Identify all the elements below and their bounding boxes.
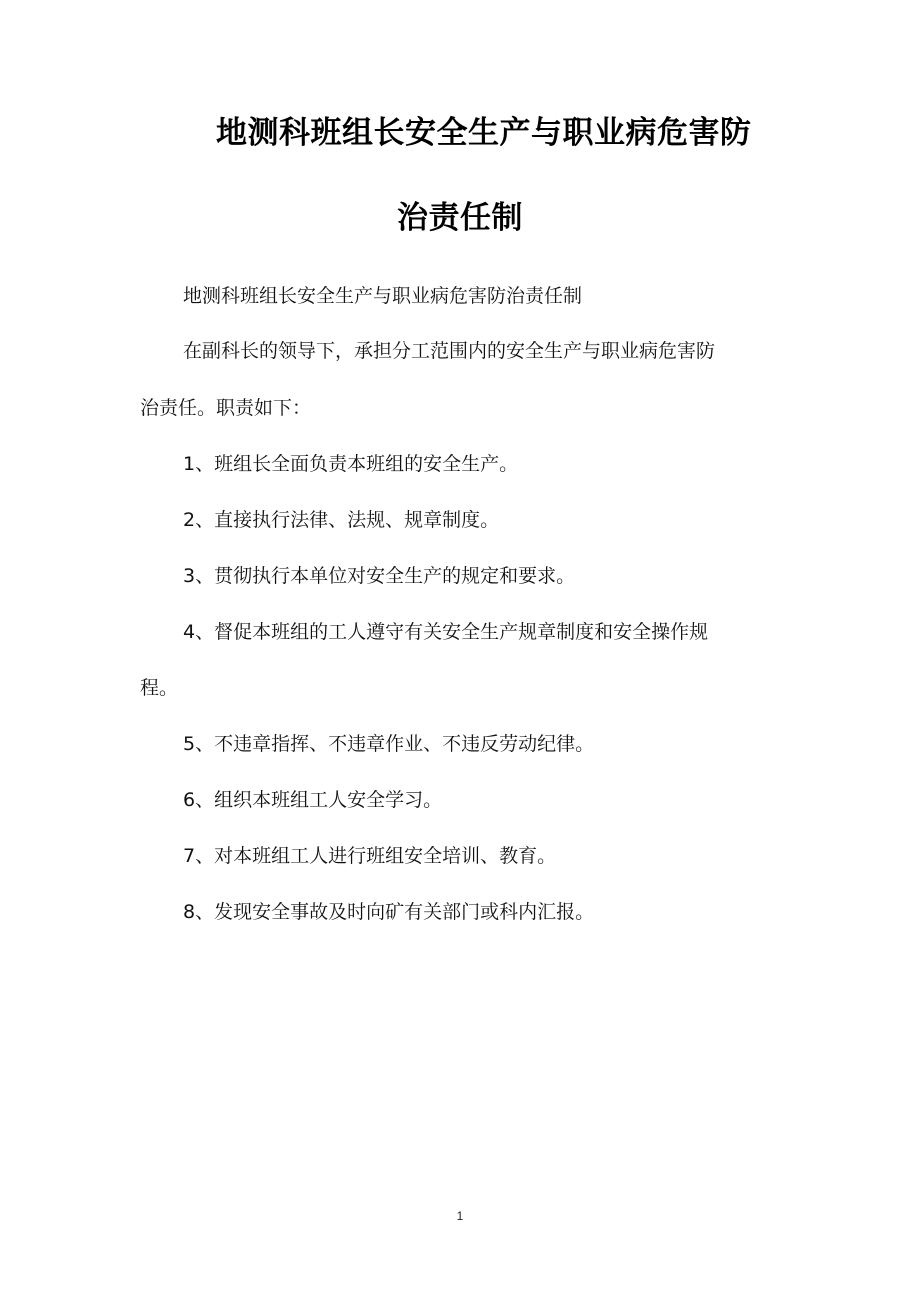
document-title-line-1: 地测科班组长安全生产与职业病危害防 xyxy=(216,115,752,151)
page-number: 1 xyxy=(456,1209,464,1223)
duty-item-8: 8、发现安全事故及时向矿有关部门或科内汇报。 xyxy=(183,901,595,923)
duty-item-6: 6、组织本班组工人安全学习。 xyxy=(183,789,443,811)
duty-item-2: 2、直接执行法律、法规、规章制度。 xyxy=(183,509,500,531)
document-title-line-2: 治责任制 xyxy=(397,200,523,236)
duty-item-1: 1、班组长全面负责本班组的安全生产。 xyxy=(183,453,519,475)
duty-item-4-line-2: 程。 xyxy=(140,677,179,699)
duty-item-4-line-1: 4、督促本班组的工人遵守有关安全生产规章制度和安全操作规 xyxy=(183,621,709,643)
intro-paragraph-line-1: 在副科长的领导下，承担分工范围内的安全生产与职业病危害防 xyxy=(183,340,716,362)
intro-paragraph-line-2: 治责任。职责如下： xyxy=(140,397,312,419)
duty-item-7: 7、对本班组工人进行班组安全培训、教育。 xyxy=(183,845,557,867)
duty-item-3: 3、贯彻执行本单位对安全生产的规定和要求。 xyxy=(183,565,576,587)
document-subtitle: 地测科班组长安全生产与职业病危害防治责任制 xyxy=(183,285,583,307)
duty-item-5: 5、不违章指挥、不违章作业、不违反劳动纪律。 xyxy=(183,733,595,755)
